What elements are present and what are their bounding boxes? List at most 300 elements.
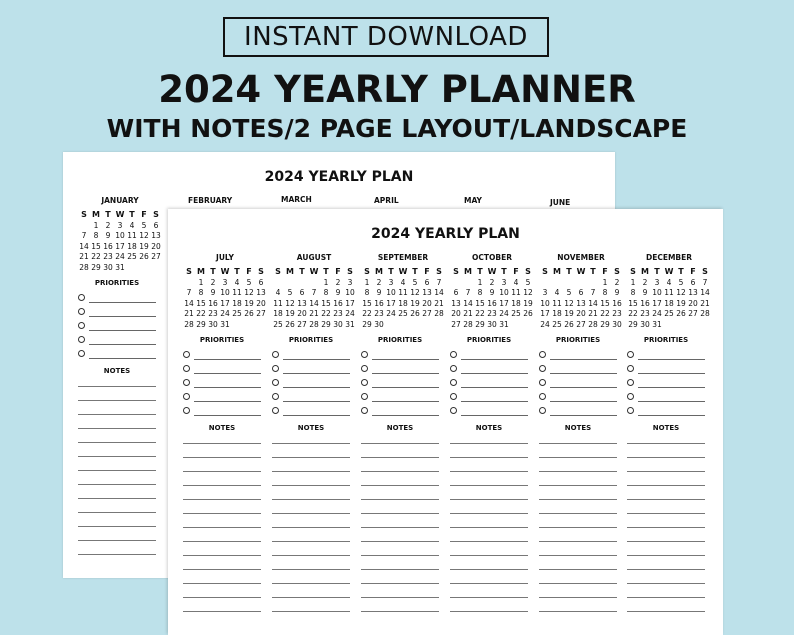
note-line xyxy=(627,443,705,444)
priority-item xyxy=(78,305,156,319)
day-number: 22 xyxy=(600,309,610,318)
day-number: 8 xyxy=(364,288,370,297)
day-number: 29 xyxy=(628,319,638,329)
day-number: 19 xyxy=(285,309,295,318)
priority-line xyxy=(638,415,705,416)
note-line xyxy=(78,414,156,415)
day-number: 13 xyxy=(576,298,586,308)
day-number: 31 xyxy=(652,319,662,329)
day-number: 18 xyxy=(273,309,283,318)
weekday-label: M xyxy=(464,267,472,276)
month-column xyxy=(539,252,623,432)
day-number: 14 xyxy=(588,298,598,308)
day-number: 2 xyxy=(376,277,382,287)
day-number: 22 xyxy=(628,309,638,318)
day-number: 28 xyxy=(588,319,598,329)
day-number: 16 xyxy=(640,298,650,308)
day-number: 11 xyxy=(664,288,674,297)
note-line xyxy=(627,457,705,458)
note-line xyxy=(272,583,350,584)
weekday-label: S xyxy=(186,267,192,276)
empty-day-cell xyxy=(272,278,284,289)
day-number: 4 xyxy=(666,277,672,287)
day-number: 21 xyxy=(434,298,444,308)
day-number: 18 xyxy=(398,298,408,308)
day-number: 13 xyxy=(297,298,307,308)
checkbox-circle xyxy=(272,407,279,414)
day-number: 6 xyxy=(153,220,159,230)
checkbox-circle xyxy=(272,393,279,400)
day-number: 5 xyxy=(246,277,252,287)
priority-line xyxy=(550,415,617,416)
checkbox-circle xyxy=(272,351,279,358)
note-line xyxy=(78,470,156,471)
empty-day-cell xyxy=(284,278,296,289)
weekday-label: S xyxy=(525,267,531,276)
weekday-label: T xyxy=(678,267,684,276)
note-line xyxy=(78,498,156,499)
day-number: 30 xyxy=(333,319,343,329)
day-number: 11 xyxy=(398,288,408,297)
priority-line xyxy=(461,401,528,402)
day-number: 27 xyxy=(422,309,432,318)
priority-item xyxy=(539,362,617,376)
day-number: 7 xyxy=(81,231,87,240)
notes-heading: NOTES xyxy=(652,424,680,432)
note-line xyxy=(183,569,261,570)
day-number: 28 xyxy=(79,262,89,272)
day-number: 11 xyxy=(232,288,242,297)
priority-item xyxy=(450,376,528,390)
day-number: 22 xyxy=(475,309,485,318)
priority-line xyxy=(550,359,617,360)
note-line xyxy=(183,457,261,458)
day-number: 25 xyxy=(552,319,562,329)
day-number: 31 xyxy=(220,319,230,329)
priority-line xyxy=(372,373,439,374)
day-number: 19 xyxy=(564,309,574,318)
weekday-label: F xyxy=(335,267,341,276)
day-number: 17 xyxy=(540,309,550,318)
day-number: 27 xyxy=(151,252,161,261)
day-number: 19 xyxy=(244,298,254,308)
empty-day-cell xyxy=(183,278,195,289)
day-number: 16 xyxy=(103,241,113,251)
weekday-label: F xyxy=(141,210,147,219)
day-number: 9 xyxy=(489,288,495,297)
month-name: NOVEMBER xyxy=(557,253,605,262)
note-line xyxy=(183,485,261,486)
weekday-label: S xyxy=(81,210,87,219)
checkbox-circle xyxy=(539,379,546,386)
priority-line xyxy=(283,373,350,374)
priority-item xyxy=(450,348,528,362)
note-line xyxy=(183,513,261,514)
month-column xyxy=(183,252,267,432)
checkbox-circle xyxy=(361,393,368,400)
day-number: 25 xyxy=(127,252,137,261)
note-line xyxy=(78,428,156,429)
day-number: 13 xyxy=(688,288,698,297)
note-line xyxy=(183,541,261,542)
day-number: 8 xyxy=(602,288,608,297)
checkbox-circle xyxy=(539,407,546,414)
weekday-label: S xyxy=(702,267,708,276)
day-number: 3 xyxy=(542,288,548,297)
priority-item xyxy=(78,333,156,347)
day-number: 18 xyxy=(552,309,562,318)
day-number: 14 xyxy=(463,298,473,308)
day-number: 1 xyxy=(364,277,370,287)
month-name: DECEMBER xyxy=(645,253,693,262)
day-number: 31 xyxy=(115,262,125,272)
checkbox-circle xyxy=(450,365,457,372)
day-number: 5 xyxy=(678,277,684,287)
empty-day-cell xyxy=(450,278,462,289)
day-number: 12 xyxy=(244,288,254,297)
day-number: 10 xyxy=(220,288,230,297)
note-line xyxy=(272,527,350,528)
day-number: 26 xyxy=(139,252,149,261)
checkbox-circle xyxy=(361,407,368,414)
day-number: 6 xyxy=(690,277,696,287)
note-line xyxy=(450,443,528,444)
day-number: 6 xyxy=(424,277,430,287)
day-number: 8 xyxy=(323,288,329,297)
note-line xyxy=(539,555,617,556)
priorities-heading: PRIORITIES xyxy=(94,279,140,287)
note-line xyxy=(78,484,156,485)
day-number: 23 xyxy=(374,309,384,318)
day-number: 24 xyxy=(115,252,125,261)
weekday-label: W xyxy=(576,267,586,276)
month-column xyxy=(78,195,162,375)
checkbox-circle xyxy=(78,322,85,329)
note-line xyxy=(272,471,350,472)
weekday-label: T xyxy=(388,267,394,276)
day-number: 27 xyxy=(297,319,307,329)
day-number: 29 xyxy=(91,262,101,272)
day-number: 31 xyxy=(499,319,509,329)
planner-title: 2024 YEARLY PLANNER xyxy=(158,68,636,111)
day-number: 26 xyxy=(564,319,574,329)
checkbox-circle xyxy=(627,351,634,358)
checkbox-circle xyxy=(183,351,190,358)
day-number: 28 xyxy=(463,319,473,329)
month-calendar xyxy=(450,267,534,330)
empty-day-cell xyxy=(563,278,575,289)
day-number: 21 xyxy=(463,309,473,318)
weekday-label: T xyxy=(590,267,596,276)
day-number: 22 xyxy=(91,252,101,261)
day-number: 29 xyxy=(196,319,206,329)
day-number: 17 xyxy=(386,298,396,308)
weekday-label: S xyxy=(630,267,636,276)
priority-line xyxy=(89,330,156,331)
day-number: 8 xyxy=(630,288,636,297)
priority-line xyxy=(638,373,705,374)
priorities-heading: PRIORITIES xyxy=(377,336,423,344)
weekday-label: F xyxy=(424,267,430,276)
priority-line xyxy=(283,401,350,402)
priority-line xyxy=(638,401,705,402)
checkbox-circle xyxy=(361,379,368,386)
note-line xyxy=(627,471,705,472)
priority-line xyxy=(194,387,261,388)
day-number: 1 xyxy=(602,277,608,287)
month-name: JANUARY xyxy=(101,196,139,205)
day-number: 25 xyxy=(511,309,521,318)
day-number: 14 xyxy=(184,298,194,308)
priority-item xyxy=(627,404,705,418)
note-line xyxy=(78,526,156,527)
month-column xyxy=(627,252,711,432)
note-line xyxy=(272,499,350,500)
day-number: 20 xyxy=(451,309,461,318)
day-number: 22 xyxy=(196,309,206,318)
checkbox-circle xyxy=(183,365,190,372)
priority-line xyxy=(89,358,156,359)
day-number: 24 xyxy=(499,309,509,318)
note-line xyxy=(361,569,439,570)
day-number: 9 xyxy=(105,231,111,240)
checkbox-circle xyxy=(183,407,190,414)
weekday-label: M xyxy=(553,267,561,276)
day-number: 28 xyxy=(700,309,710,318)
day-number: 10 xyxy=(540,298,550,308)
day-number: 8 xyxy=(93,231,99,240)
note-line xyxy=(539,527,617,528)
note-line xyxy=(361,583,439,584)
day-number: 7 xyxy=(436,277,442,287)
weekday-label: S xyxy=(347,267,353,276)
priority-line xyxy=(372,387,439,388)
day-number: 30 xyxy=(208,319,218,329)
priority-line xyxy=(283,359,350,360)
note-line xyxy=(539,499,617,500)
day-number: 23 xyxy=(640,309,650,318)
weekday-label: W xyxy=(487,267,497,276)
priority-item xyxy=(183,376,261,390)
day-number: 4 xyxy=(400,277,406,287)
weekday-label: T xyxy=(323,267,329,276)
day-number: 10 xyxy=(499,288,509,297)
day-number: 31 xyxy=(345,319,355,329)
priority-line xyxy=(194,401,261,402)
priority-item xyxy=(272,348,350,362)
priority-item xyxy=(361,376,439,390)
note-line xyxy=(627,555,705,556)
day-number: 19 xyxy=(523,298,533,308)
day-number: 26 xyxy=(523,309,533,318)
day-number: 4 xyxy=(234,277,240,287)
day-number: 2 xyxy=(335,277,341,287)
weekday-label: W xyxy=(309,267,319,276)
weekday-label: S xyxy=(275,267,281,276)
priorities-heading: PRIORITIES xyxy=(199,336,245,344)
priority-line xyxy=(194,373,261,374)
day-number: 1 xyxy=(198,277,204,287)
day-number: 27 xyxy=(451,319,461,329)
note-line xyxy=(627,583,705,584)
month-calendar xyxy=(539,267,623,330)
weekday-label: S xyxy=(614,267,620,276)
page-title: 2024 YEARLY PLAN xyxy=(264,169,414,185)
priority-line xyxy=(283,387,350,388)
day-number: 24 xyxy=(220,309,230,318)
note-line xyxy=(539,513,617,514)
note-line xyxy=(539,611,617,612)
priorities-heading: PRIORITIES xyxy=(466,336,512,344)
weekday-label: S xyxy=(258,267,264,276)
weekday-label: S xyxy=(542,267,548,276)
day-number: 6 xyxy=(258,277,264,287)
note-line xyxy=(539,443,617,444)
note-line xyxy=(450,541,528,542)
day-number: 29 xyxy=(321,319,331,329)
day-number: 12 xyxy=(139,231,149,240)
note-line xyxy=(361,611,439,612)
weekday-label: M xyxy=(197,267,205,276)
checkbox-circle xyxy=(450,379,457,386)
day-number: 26 xyxy=(285,319,295,329)
note-line xyxy=(183,611,261,612)
weekday-label: M xyxy=(375,267,383,276)
weekday-label: T xyxy=(234,267,240,276)
priority-item xyxy=(450,362,528,376)
notes-heading: NOTES xyxy=(475,424,503,432)
day-number: 24 xyxy=(345,309,355,318)
day-number: 21 xyxy=(184,309,194,318)
note-line xyxy=(450,485,528,486)
checkbox-circle xyxy=(272,379,279,386)
month-name: MAY xyxy=(464,196,482,205)
day-number: 5 xyxy=(412,277,418,287)
day-number: 6 xyxy=(299,288,305,297)
day-number: 5 xyxy=(525,277,531,287)
month-name: SEPTEMBER xyxy=(377,253,429,262)
day-number: 15 xyxy=(321,298,331,308)
day-number: 18 xyxy=(127,241,137,251)
weekday-label: M xyxy=(92,210,100,219)
priority-line xyxy=(89,344,156,345)
priorities-heading: PRIORITIES xyxy=(555,336,601,344)
notes-heading: NOTES xyxy=(564,424,592,432)
note-line xyxy=(183,443,261,444)
day-number: 14 xyxy=(434,288,444,297)
note-line xyxy=(183,471,261,472)
day-number: 21 xyxy=(588,309,598,318)
day-number: 26 xyxy=(676,309,686,318)
note-line xyxy=(627,611,705,612)
day-number: 3 xyxy=(347,277,353,287)
day-number: 27 xyxy=(576,319,586,329)
month-name: FEBRUARY xyxy=(188,196,233,205)
priority-item xyxy=(450,390,528,404)
day-number: 13 xyxy=(451,298,461,308)
empty-day-cell xyxy=(551,278,563,289)
note-line xyxy=(627,513,705,514)
weekday-label: F xyxy=(602,267,608,276)
day-number: 1 xyxy=(477,277,483,287)
day-number: 8 xyxy=(198,288,204,297)
priority-item xyxy=(272,362,350,376)
day-number: 12 xyxy=(564,298,574,308)
day-number: 4 xyxy=(275,288,281,297)
day-number: 12 xyxy=(523,288,533,297)
note-line xyxy=(450,569,528,570)
priority-line xyxy=(194,359,261,360)
priority-line xyxy=(372,401,439,402)
checkbox-circle xyxy=(78,350,85,357)
day-number: 29 xyxy=(362,319,372,329)
checkbox-circle xyxy=(539,351,546,358)
day-number: 28 xyxy=(309,319,319,329)
note-line xyxy=(272,611,350,612)
day-number: 11 xyxy=(511,288,521,297)
day-number: 10 xyxy=(345,288,355,297)
checkbox-circle xyxy=(361,351,368,358)
day-number: 25 xyxy=(273,319,283,329)
note-line xyxy=(361,471,439,472)
priority-item xyxy=(272,390,350,404)
day-number: 20 xyxy=(151,241,161,251)
day-number: 16 xyxy=(208,298,218,308)
day-number: 23 xyxy=(612,309,622,318)
note-line xyxy=(539,471,617,472)
note-line xyxy=(361,443,439,444)
weekday-label: S xyxy=(153,210,159,219)
day-number: 11 xyxy=(552,298,562,308)
priority-line xyxy=(638,387,705,388)
weekday-label: F xyxy=(246,267,252,276)
day-number: 16 xyxy=(374,298,384,308)
note-line xyxy=(78,386,156,387)
checkbox-circle xyxy=(627,393,634,400)
note-line xyxy=(539,569,617,570)
priority-item xyxy=(78,347,156,361)
day-number: 15 xyxy=(196,298,206,308)
day-number: 30 xyxy=(612,319,622,329)
priority-line xyxy=(461,373,528,374)
priority-item xyxy=(539,348,617,362)
note-line xyxy=(361,527,439,528)
empty-day-cell xyxy=(575,278,587,289)
notes-heading: NOTES xyxy=(386,424,414,432)
day-number: 17 xyxy=(115,241,125,251)
note-line xyxy=(450,597,528,598)
day-number: 19 xyxy=(139,241,149,251)
day-number: 8 xyxy=(477,288,483,297)
weekday-label: M xyxy=(286,267,294,276)
day-number: 16 xyxy=(333,298,343,308)
note-line xyxy=(78,554,156,555)
note-line xyxy=(361,555,439,556)
month-name: APRIL xyxy=(374,196,399,205)
month-calendar xyxy=(627,267,711,330)
note-line xyxy=(450,513,528,514)
day-number: 26 xyxy=(410,309,420,318)
notes-heading: NOTES xyxy=(103,367,131,375)
note-line xyxy=(361,499,439,500)
day-number: 19 xyxy=(676,298,686,308)
priority-line xyxy=(638,359,705,360)
priority-item xyxy=(361,362,439,376)
note-line xyxy=(627,569,705,570)
checkbox-circle xyxy=(627,365,634,372)
day-number: 16 xyxy=(487,298,497,308)
day-number: 24 xyxy=(540,319,550,329)
